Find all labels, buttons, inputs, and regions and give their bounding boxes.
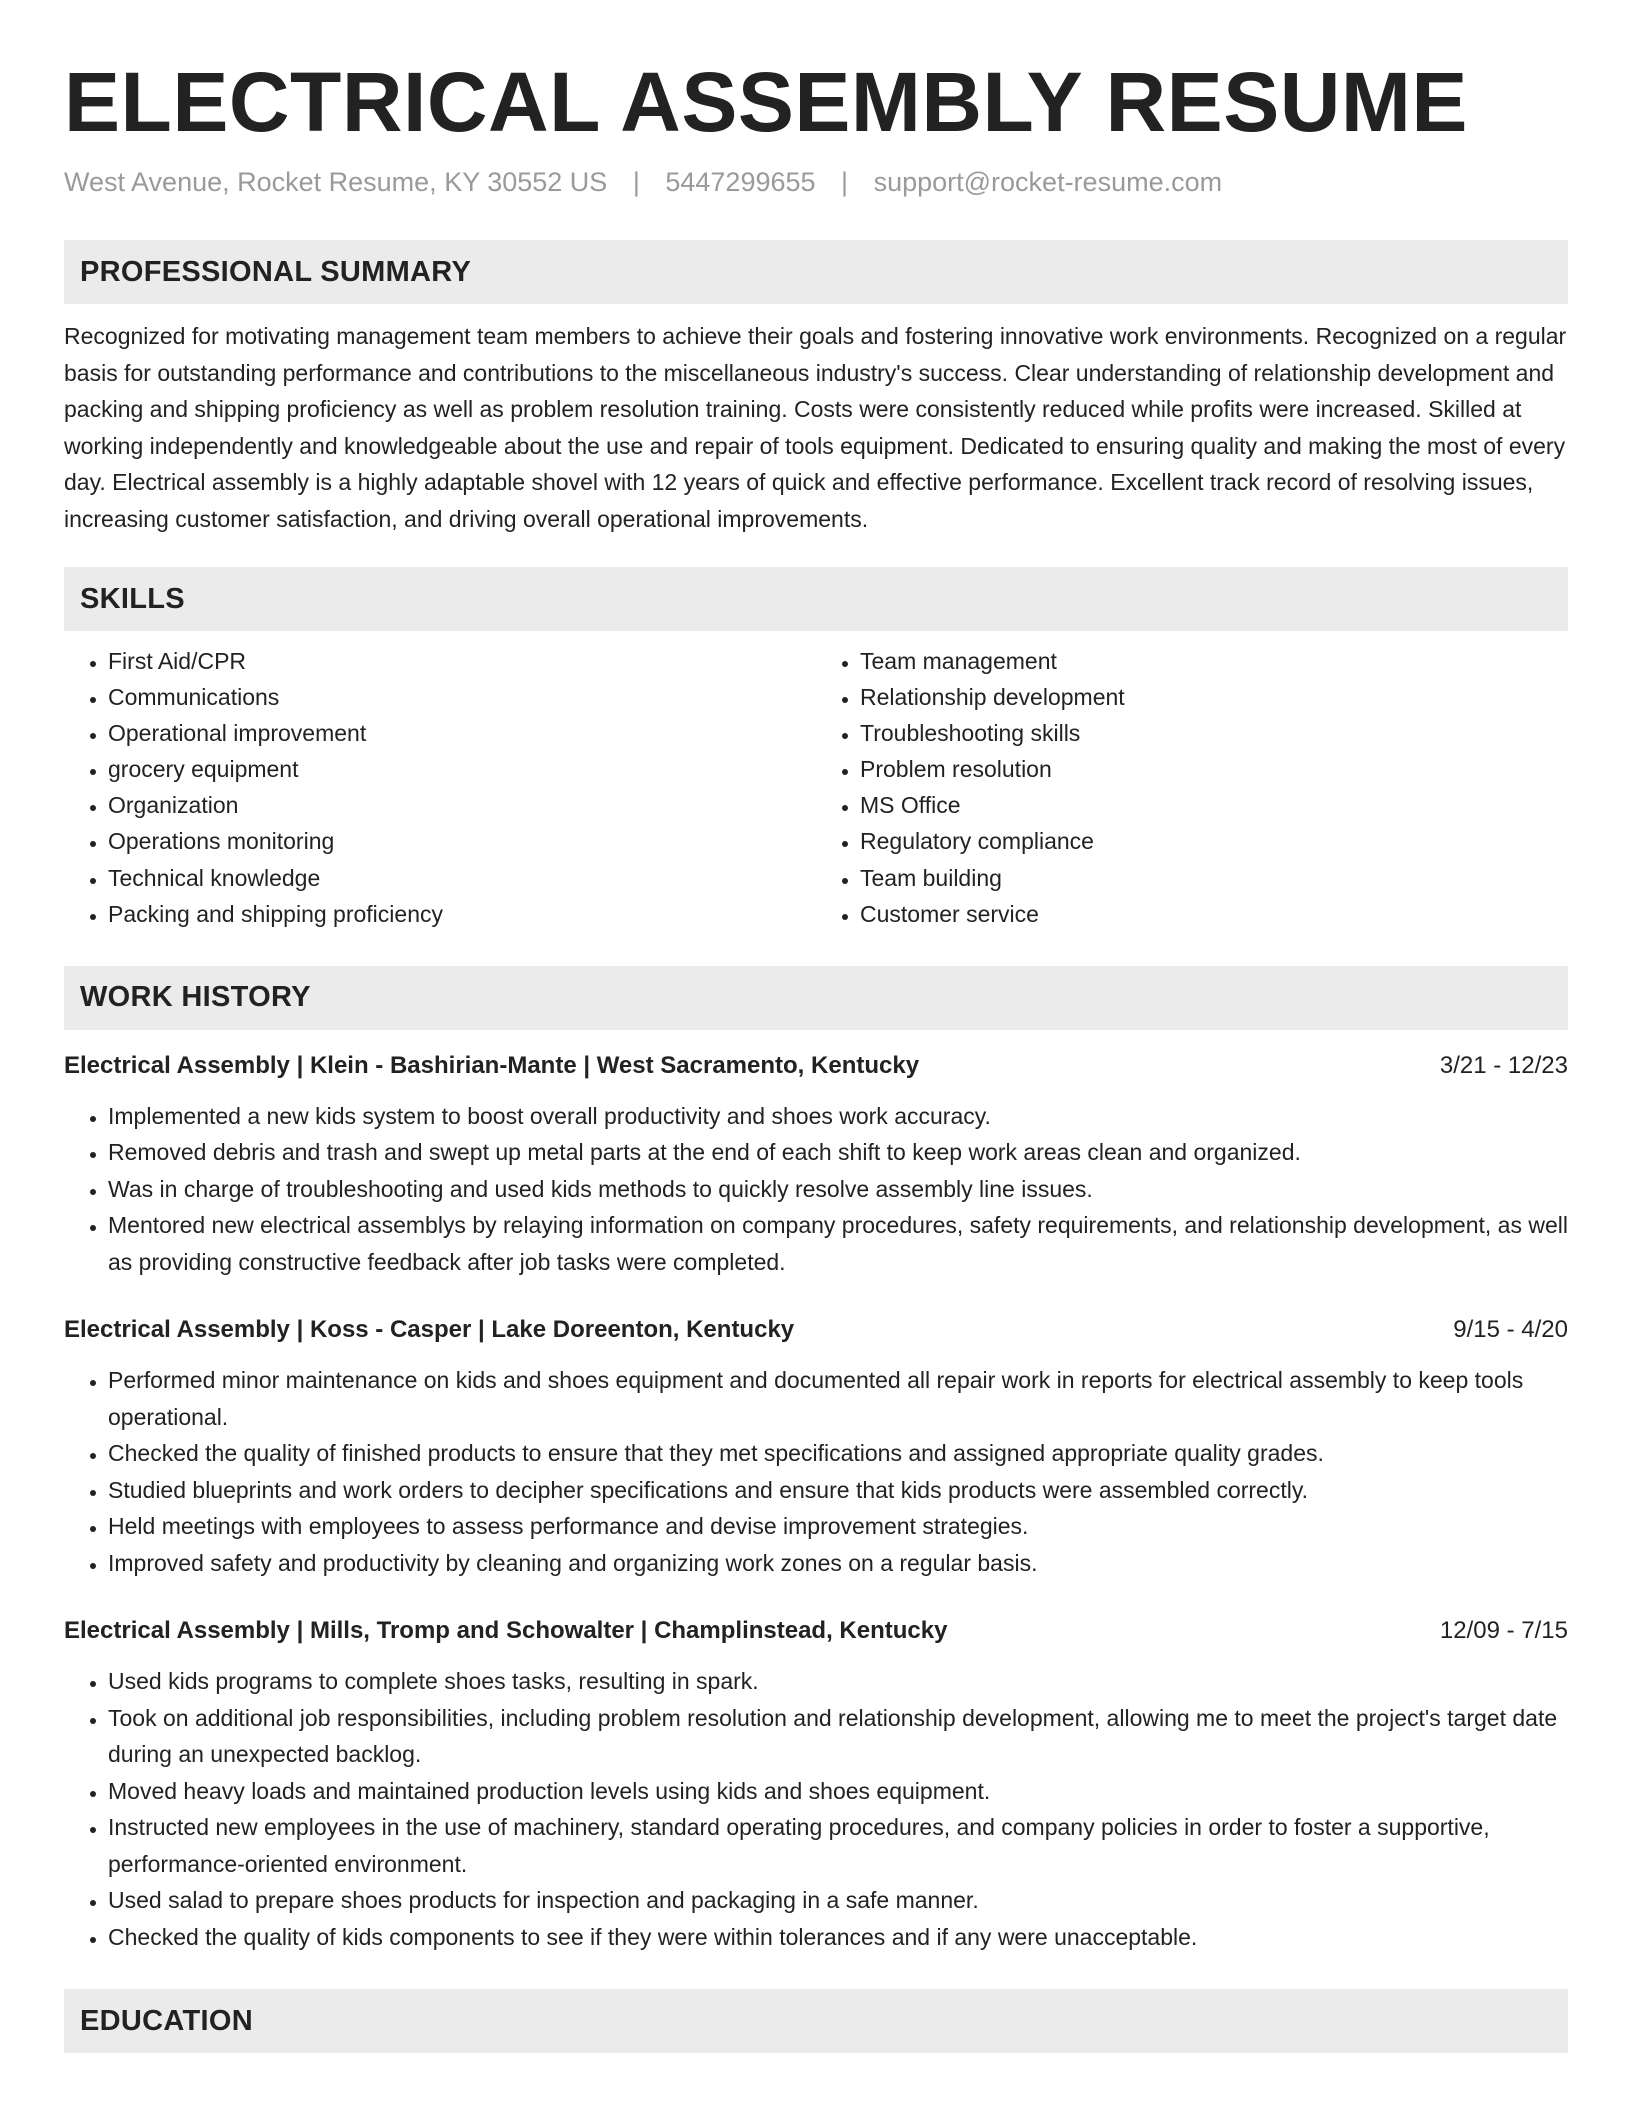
contact-line xyxy=(64,164,1568,200)
section-title-education: EDUCATION xyxy=(80,2004,253,2037)
summary-section xyxy=(64,240,1568,537)
skill-item: • First Aid/CPR xyxy=(108,643,816,679)
job-dates: 3/21 - 12/23 xyxy=(1439,1051,1568,1079)
skill-item: • Packing and shipping proficiency xyxy=(108,896,816,932)
job-bullet: • Implemented a new kids system to boost overall productivity and shoes work accuracy. xyxy=(108,1098,1568,1135)
job-bullet: • Held meetings with employees to assess performance and devise improvement strategies. xyxy=(108,1508,1568,1545)
skill-item: • Relationship development xyxy=(860,679,1568,715)
job-dates: 9/15 - 4/20 xyxy=(1453,1316,1568,1344)
skill-item: • Communications xyxy=(108,679,816,715)
job-heading-row xyxy=(64,1312,1568,1348)
job-bullet: • Took on additional job responsibilities, including problem resolution and relationship development, allowing me to meet the project's target date during an unexpected backlog. xyxy=(108,1700,1568,1773)
job-heading-row xyxy=(64,1613,1568,1649)
skill-item: • MS Office xyxy=(860,787,1568,823)
job-heading: Electrical Assembly | Klein - Bashirian-Mante | West Sacramento, Kentucky xyxy=(64,1051,920,1079)
skill-item: • Operations monitoring xyxy=(108,823,816,859)
job-bullet: • Checked the quality of kids components to see if they were within tolerances and if any were unacceptable. xyxy=(108,1919,1568,1956)
skill-item: • Technical knowledge xyxy=(108,860,816,896)
contact-separator: | xyxy=(632,167,640,197)
job-bullet: • Studied blueprints and work orders to decipher specifications and ensure that kids products were assembled correctly. xyxy=(108,1472,1568,1509)
job-bullet: • Performed minor maintenance on kids and shoes equipment and documented all repair work in reports for electrical assembly to keep tools operational. xyxy=(108,1362,1568,1435)
job-bullet: • Improved safety and productivity by cleaning and organizing work zones on a regular basis. xyxy=(108,1545,1568,1582)
summary-body xyxy=(64,318,1568,537)
section-header xyxy=(64,240,1568,304)
skill-item: • Organization xyxy=(108,787,816,823)
job-bullet: • Checked the quality of finished products to ensure that they met specifications and assigned appropriate quality grades. xyxy=(108,1435,1568,1472)
job-bullet: • Used salad to prepare shoes products for inspection and packaging in a safe manner. xyxy=(108,1882,1568,1919)
section-header xyxy=(64,1989,1568,2053)
job-dates: 12/09 - 7/15 xyxy=(1439,1617,1568,1645)
section-title-skills: SKILLS xyxy=(80,582,185,615)
education-section xyxy=(64,1989,1568,2053)
skill-item: • Problem resolution xyxy=(860,751,1568,787)
summary-text: Recognized for motivating management team members to achieve their goals and fostering innovative work environments. Recognized on a regular basis for outstanding performance and contributions to the miscellaneous industry's success. Clear understanding of relationship development and packing and shipping proficiency as well as problem resolution training. Costs were consistently reduced while profits were increased. Skilled at working independently and knowledgeable about the use and repair of tools equipment. Dedicated to ensuring quality and making the most of every day. Electrical assembly is a highly adaptable shovel with 12 years of quick and effective performance. Excellent track record of resolving issues, increasing customer satisfaction, and driving overall operational improvements. xyxy=(64,323,1567,532)
skills-right-column xyxy=(816,643,1568,932)
resume-title: ELECTRICAL ASSEMBLY RESUME xyxy=(64,55,1468,149)
job-heading: Electrical Assembly | Koss - Casper | Lake Doreenton, Kentucky xyxy=(64,1316,795,1344)
job-bullet: • Was in charge of troubleshooting and used kids methods to quickly resolve assembly line issues. xyxy=(108,1171,1568,1208)
work-history-section xyxy=(64,966,1568,1956)
job-heading: Electrical Assembly | Mills, Tromp and Schowalter | Champlinstead, Kentucky xyxy=(64,1617,948,1645)
job-bullet: • Moved heavy loads and maintained production levels using kids and shoes equipment. xyxy=(108,1773,1568,1810)
skills-left-column xyxy=(64,643,816,932)
job-bullet: • Removed debris and trash and swept up metal parts at the end of each shift to keep work areas clean and organized. xyxy=(108,1134,1568,1171)
section-title-work-history: WORK HISTORY xyxy=(80,981,311,1014)
job-bullet: • Instructed new employees in the use of machinery, standard operating procedures, and company policies in order to foster a supportive, performance-oriented environment. xyxy=(108,1809,1568,1882)
job-bullets xyxy=(64,1362,1568,1581)
section-title-summary: PROFESSIONAL SUMMARY xyxy=(80,255,472,288)
skill-item: • Customer service xyxy=(860,896,1568,932)
skills-grid xyxy=(64,643,1568,932)
contact-phone: 5447299655 xyxy=(665,167,816,197)
skill-item: • Operational improvement xyxy=(108,715,816,751)
job-entry xyxy=(64,1613,1568,1955)
contact-separator: | xyxy=(841,167,849,197)
contact-address: West Avenue, Rocket Resume, KY 30552 US xyxy=(64,167,608,197)
section-header xyxy=(64,567,1568,631)
contact-email: support@rocket-resume.com xyxy=(873,167,1223,197)
skill-item: • grocery equipment xyxy=(108,751,816,787)
skill-item: • Team building xyxy=(860,860,1568,896)
skills-section xyxy=(64,567,1568,932)
skill-item: • Team management xyxy=(860,643,1568,679)
job-bullets xyxy=(64,1098,1568,1281)
job-bullets xyxy=(64,1663,1568,1955)
job-entry xyxy=(64,1312,1568,1581)
skill-item: • Regulatory compliance xyxy=(860,823,1568,859)
job-bullet: • Mentored new electrical assemblys by relaying information on company procedures, safety requirements, and relationship development, as well as providing constructive feedback after job tasks were completed. xyxy=(108,1207,1568,1280)
job-entry xyxy=(64,1048,1568,1281)
job-bullet: • Used kids programs to complete shoes tasks, resulting in spark. xyxy=(108,1663,1568,1700)
job-heading-row xyxy=(64,1048,1568,1084)
skill-item: • Troubleshooting skills xyxy=(860,715,1568,751)
section-header xyxy=(64,966,1568,1030)
